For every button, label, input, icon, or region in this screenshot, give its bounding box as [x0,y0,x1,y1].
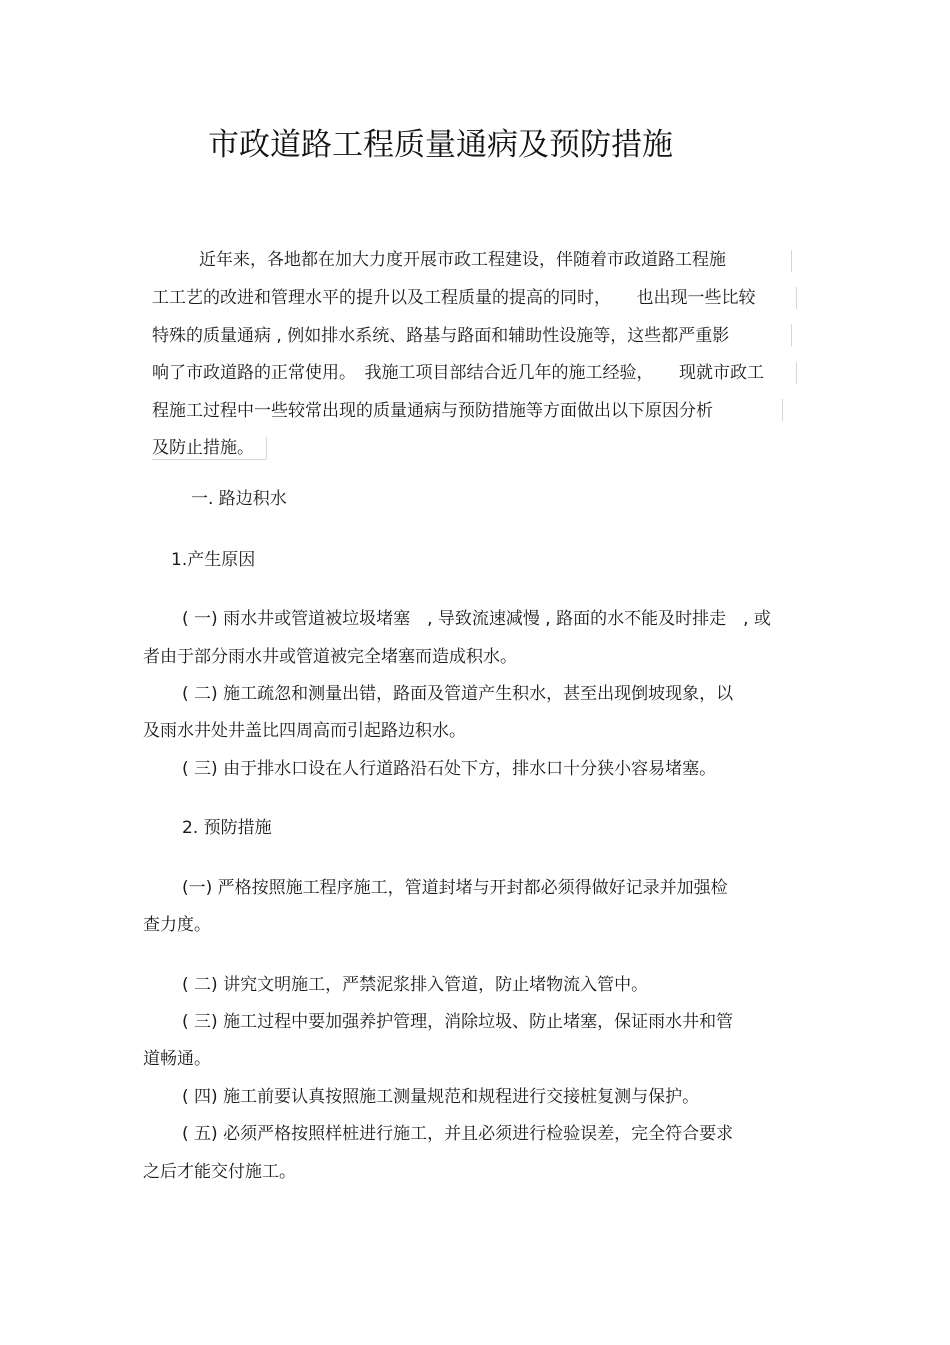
prevention-line: 查力度。 [143,915,211,935]
intro-line: 近年来，各地都在加大力度开展市政工程建设，伴随着市政道路工程施 [199,250,726,270]
intro-line: 及防止措施。 [152,438,254,458]
prevention-line: ( 二) 讲究文明施工，严禁泥浆排入管道，防止堵物流入管中。 [182,975,649,995]
intro-line: 工工艺的改进和管理水平的提升以及工程质量的提高的同时， 也出现一些比较 [152,288,756,308]
prevention-line: 道畅通。 [143,1049,211,1069]
intro-line: 响了市政道路的正常使用。 我施工项目部结合近几年的施工经验， 现就市政工 [152,363,764,383]
text-frame-edge [796,362,797,384]
text-frame-edge [791,250,792,272]
intro-line: 特殊的质量通病 , 例如排水系统、路基与路面和辅助性设施等，这些都严重影 [152,326,730,346]
cause-line: 者由于部分雨水井或管道被完全堵塞而造成积水。 [143,647,517,667]
prevention-line: ( 三) 施工过程中要加强养护管理，消除垃圾、防止堵塞，保证雨水井和管 [182,1012,734,1032]
text-frame-edge [796,287,797,309]
intro-line: 程施工过程中一些较常出现的质量通病与预防措施等方面做出以下原因分析 [152,401,713,421]
text-frame-edge [266,437,267,459]
prevention-line: ( 五) 必须严格按照样桩进行施工，并且必须进行检验误差，完全符合要求 [182,1124,734,1144]
prevention-line: (一) 严格按照施工程序施工，管道封堵与开封都必须得做好记录并加强检 [182,878,728,898]
cause-line: ( 一) 雨水井或管道被垃圾堵塞 , 导致流速减慢 , 路面的水不能及时排走 , 或 [182,609,771,629]
text-frame-edge [152,459,266,460]
subsection-heading: 1.产生原因 [171,550,256,570]
section-heading: 一. 路边积水 [191,489,287,509]
subsection-heading: 2. 预防措施 [182,818,272,838]
text-frame-edge [791,324,792,346]
prevention-line: 之后才能交付施工。 [143,1162,296,1182]
cause-line: ( 三) 由于排水口设在人行道路沿石处下方，排水口十分狭小容易堵塞。 [182,759,717,779]
page-title: 市政道路工程质量通病及预防措施 [208,127,673,163]
cause-line: 及雨水井处井盖比四周高而引起路边积水。 [143,721,466,741]
cause-line: ( 二) 施工疏忽和测量出错，路面及管道产生积水，甚至出现倒坡现象，以 [182,684,734,704]
text-frame-edge [782,399,783,421]
prevention-line: ( 四) 施工前要认真按照施工测量规范和规程进行交接桩复测与保护。 [182,1087,700,1107]
